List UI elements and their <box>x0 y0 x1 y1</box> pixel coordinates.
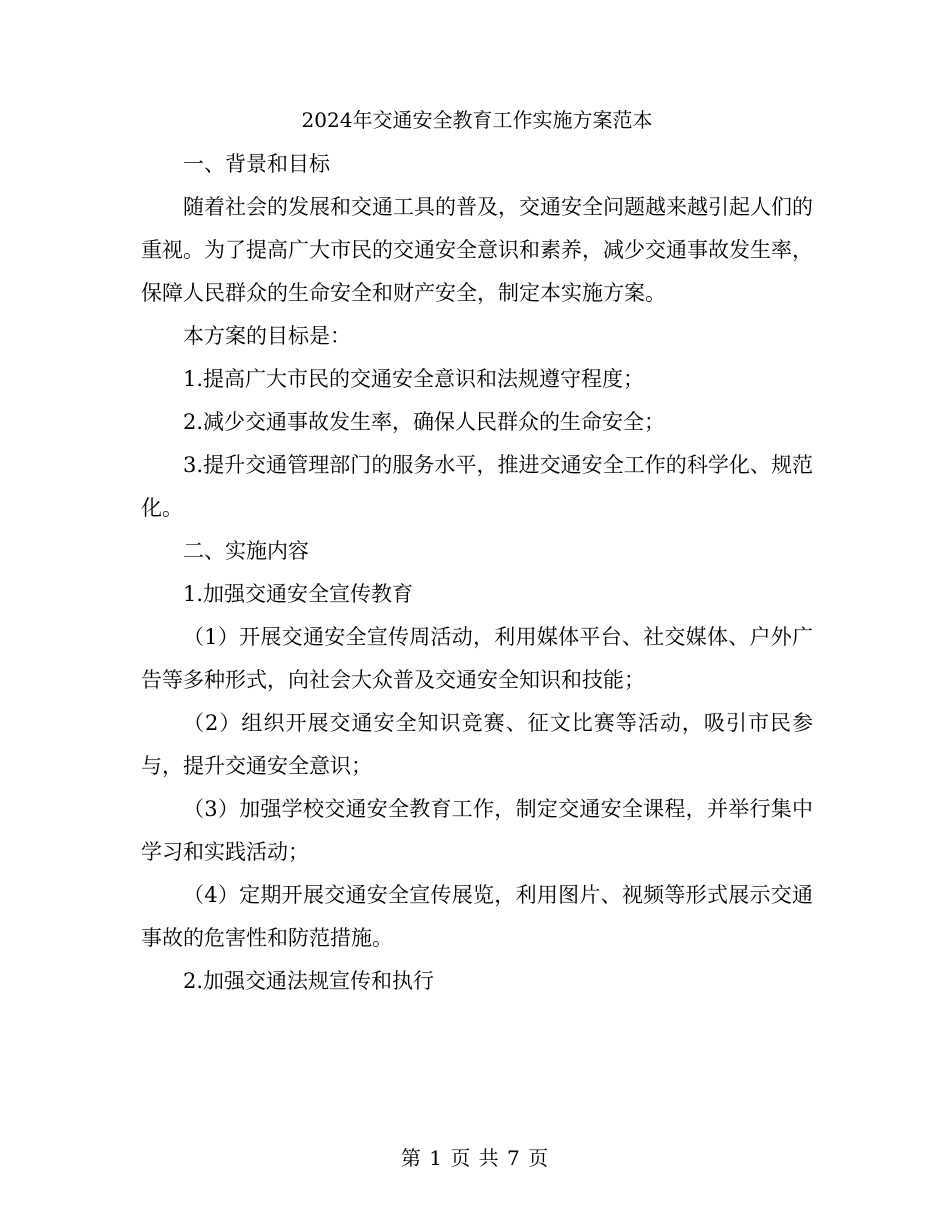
subsection-heading-regulations: 2.加强交通法规宣传和执行 <box>183 969 435 993</box>
list-item-4: （4）定期开展交通安全宣传展览，利用图片、视频等形式展示交通事故的危害性和防范措施。 <box>141 883 813 950</box>
section-heading-background: 一、背景和目标 <box>183 152 330 176</box>
list-item-3: （3）加强学校交通安全教育工作，制定交通安全课程，并举行集中学习和实践活动； <box>141 797 813 864</box>
list-item-1: （1）开展交通安全宣传周活动，利用媒体平台、社交媒体、户外广告等多种形式，向社会大众普及交通安全知识和技能； <box>141 625 813 692</box>
list-item-2: （2）组织开展交通安全知识竞赛、征文比赛等活动，吸引市民参与，提升交通安全意识； <box>141 711 813 778</box>
goal-item-2: 2.减少交通事故发生率，确保人民群众的生命安全； <box>183 410 666 434</box>
document-body <box>141 97 813 1003</box>
goal-item-1: 1.提高广大市民的交通安全意识和法规遵守程度； <box>183 367 645 391</box>
document-title: 2024年交通安全教育工作实施方案范本 <box>301 108 653 132</box>
paragraph-background: 随着社会的发展和交通工具的普及，交通安全问题越来越引起人们的重视。为了提高广大市民的交通安全意识和素养，减少交通事故发生率，保障人民群众的生命安全和财产安全，制定本实施方案。 <box>141 195 813 305</box>
paragraph-goals-intro: 本方案的目标是： <box>183 324 351 348</box>
goal-item-3: 3.提升交通管理部门的服务水平，推进交通安全工作的科学化、规范化。 <box>141 453 813 520</box>
page-number-footer: 第 1 页 共 7 页 <box>400 1146 550 1170</box>
section-heading-implementation: 二、实施内容 <box>183 539 309 563</box>
subsection-heading-publicity: 1.加强交通安全宣传教育 <box>183 582 414 606</box>
